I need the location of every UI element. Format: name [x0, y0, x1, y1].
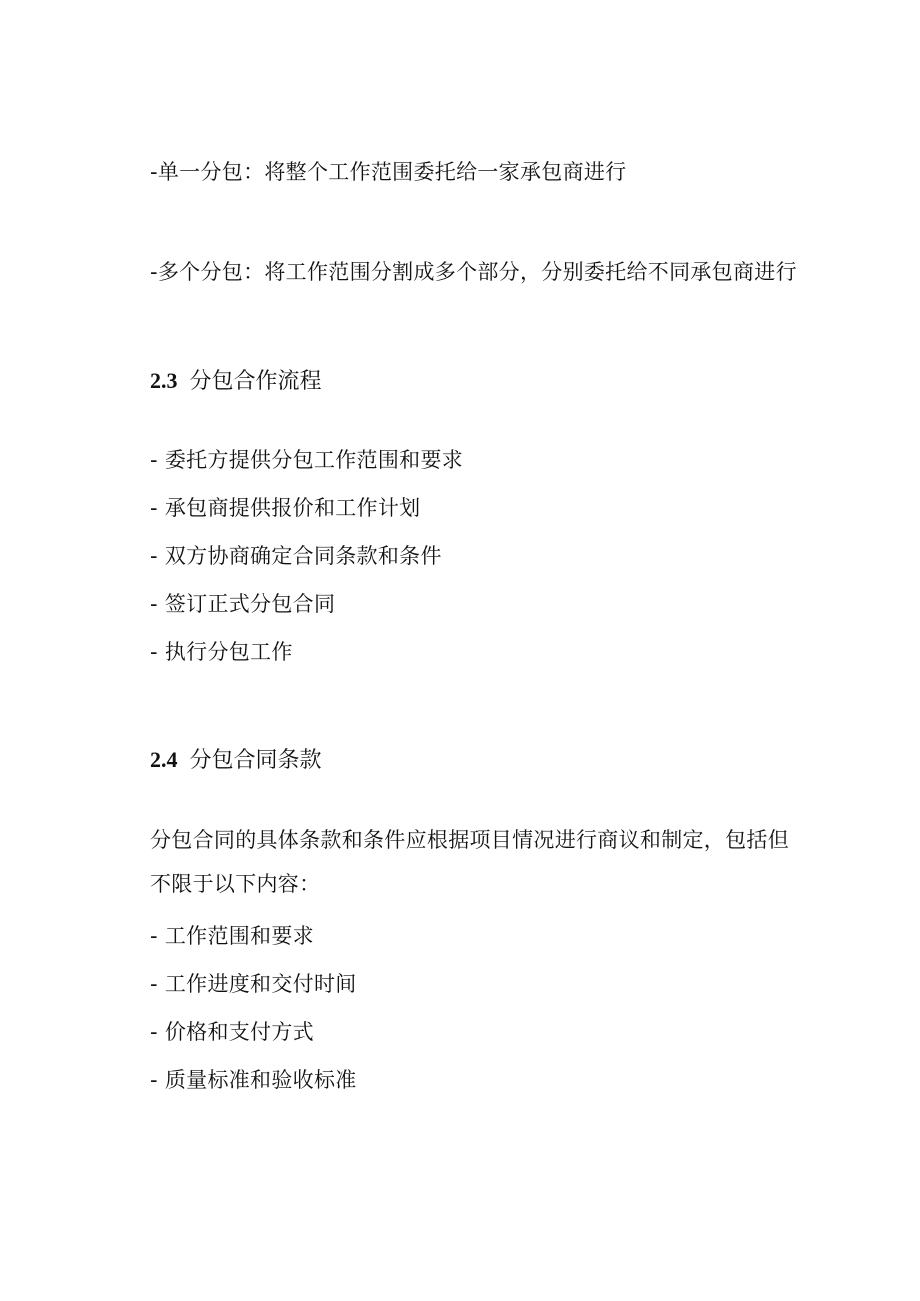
list-item: - 价格和支付方式 — [150, 1020, 314, 1044]
paragraph-line: 不限于以下内容： — [150, 872, 321, 896]
list-item-multiple-subcontract: -多个分包：将工作范围分割成多个部分，分别委托给不同承包商进行 — [150, 260, 797, 284]
list-item-single-subcontract: -单一分包：将整个工作范围委托给一家承包商进行 — [150, 160, 627, 184]
list-item: - 委托方提供分包工作范围和要求 — [150, 448, 464, 472]
section-heading-2-4 — [150, 745, 322, 776]
list-item: - 双方协商确定合同条款和条件 — [150, 544, 442, 568]
list-item: - 承包商提供报价和工作计划 — [150, 496, 421, 520]
list-item: - 工作进度和交付时间 — [150, 972, 357, 996]
section-title: 分包合同条款 — [189, 748, 322, 773]
list-item: - 工作范围和要求 — [150, 924, 314, 948]
section-heading-2-3 — [150, 366, 322, 397]
list-item: - 签订正式分包合同 — [150, 592, 336, 616]
section-paragraph — [150, 818, 810, 906]
section-number: 2.4 — [150, 747, 178, 772]
list-item: - 执行分包工作 — [150, 640, 293, 664]
paragraph-line: 分包合同的具体条款和条件应根据项目情况进行商议和制定，包括但 — [150, 828, 789, 852]
section-title: 分包合作流程 — [189, 369, 322, 394]
section-number: 2.3 — [150, 368, 178, 393]
list-item: - 质量标准和验收标准 — [150, 1068, 357, 1092]
